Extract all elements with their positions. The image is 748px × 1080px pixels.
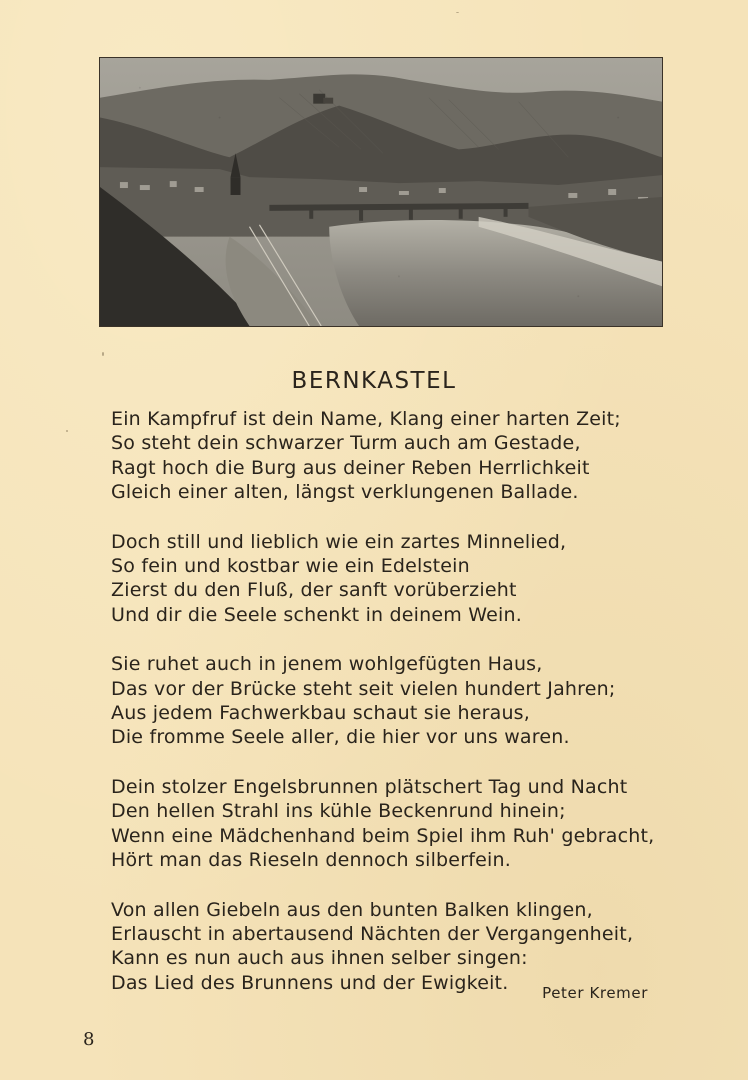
poem-line: Sie ruhet auch in jenem wohlgefügten Haus,	[111, 653, 543, 676]
poem-line: So fein und kostbar wie ein Edelstein	[111, 555, 470, 578]
stanza-5	[111, 898, 671, 996]
paper-speck	[102, 352, 104, 356]
poem-body	[111, 407, 671, 1020]
stanza-4	[111, 775, 671, 873]
poem-title: BERNKASTEL	[291, 368, 457, 394]
poem-line: Wenn eine Mädchenhand beim Spiel ihm Ruh' gebracht,	[111, 824, 655, 847]
poem-line: Ein Kampfruf ist dein Name, Klang einer harten Zeit;	[111, 408, 621, 430]
paper-speck	[66, 430, 68, 432]
poem-line: So steht dein schwarzer Turm auch am Gestade,	[111, 432, 581, 455]
poem-line: Aus jedem Fachwerkbau schaut sie heraus,	[111, 702, 531, 725]
poem-line: Dein stolzer Engelsbrunnen plätschert Tag und Nacht	[111, 775, 628, 798]
town-photo-illustration	[100, 58, 662, 326]
page-number: 8	[83, 1029, 95, 1050]
stanza-3	[111, 652, 671, 750]
stanza-2	[111, 530, 671, 628]
poem-line: Den hellen Strahl ins kühle Beckenrund hinein;	[111, 800, 566, 823]
poem-line: Zierst du den Fluß, der sanft vorüberzieht	[111, 579, 517, 602]
poem-line: Das Lied des Brunnens und der Ewigkeit.	[111, 971, 509, 994]
poem-line: Die fromme Seele aller, die hier vor uns waren.	[111, 726, 570, 749]
poem-author: Peter Kremer	[542, 984, 648, 1002]
poem-line: Das vor der Brücke steht seit vielen hundert Jahren;	[111, 677, 616, 700]
poem-line: Doch still und lieblich wie ein zartes Minnelied,	[111, 530, 567, 553]
town-photo	[99, 57, 663, 327]
poem-line: Hört man das Rieseln dennoch silberfein.	[111, 849, 511, 872]
poem-line: Gleich einer alten, längst verklungenen Ballade.	[111, 481, 579, 504]
stanza-1	[111, 407, 671, 505]
poem-line: Und dir die Seele schenkt in deinem Wein.	[111, 603, 522, 626]
poem-line: Kann es nun auch aus ihnen selber singen:	[111, 947, 528, 970]
paper-speck	[456, 12, 459, 13]
poem-line: Ragt hoch die Burg aus deiner Reben Herrlichkeit	[111, 456, 590, 479]
poem-line: Erlauscht in abertausend Nächten der Vergangenheit,	[111, 922, 634, 945]
poem-line: Von allen Giebeln aus den bunten Balken klingen,	[111, 898, 593, 921]
